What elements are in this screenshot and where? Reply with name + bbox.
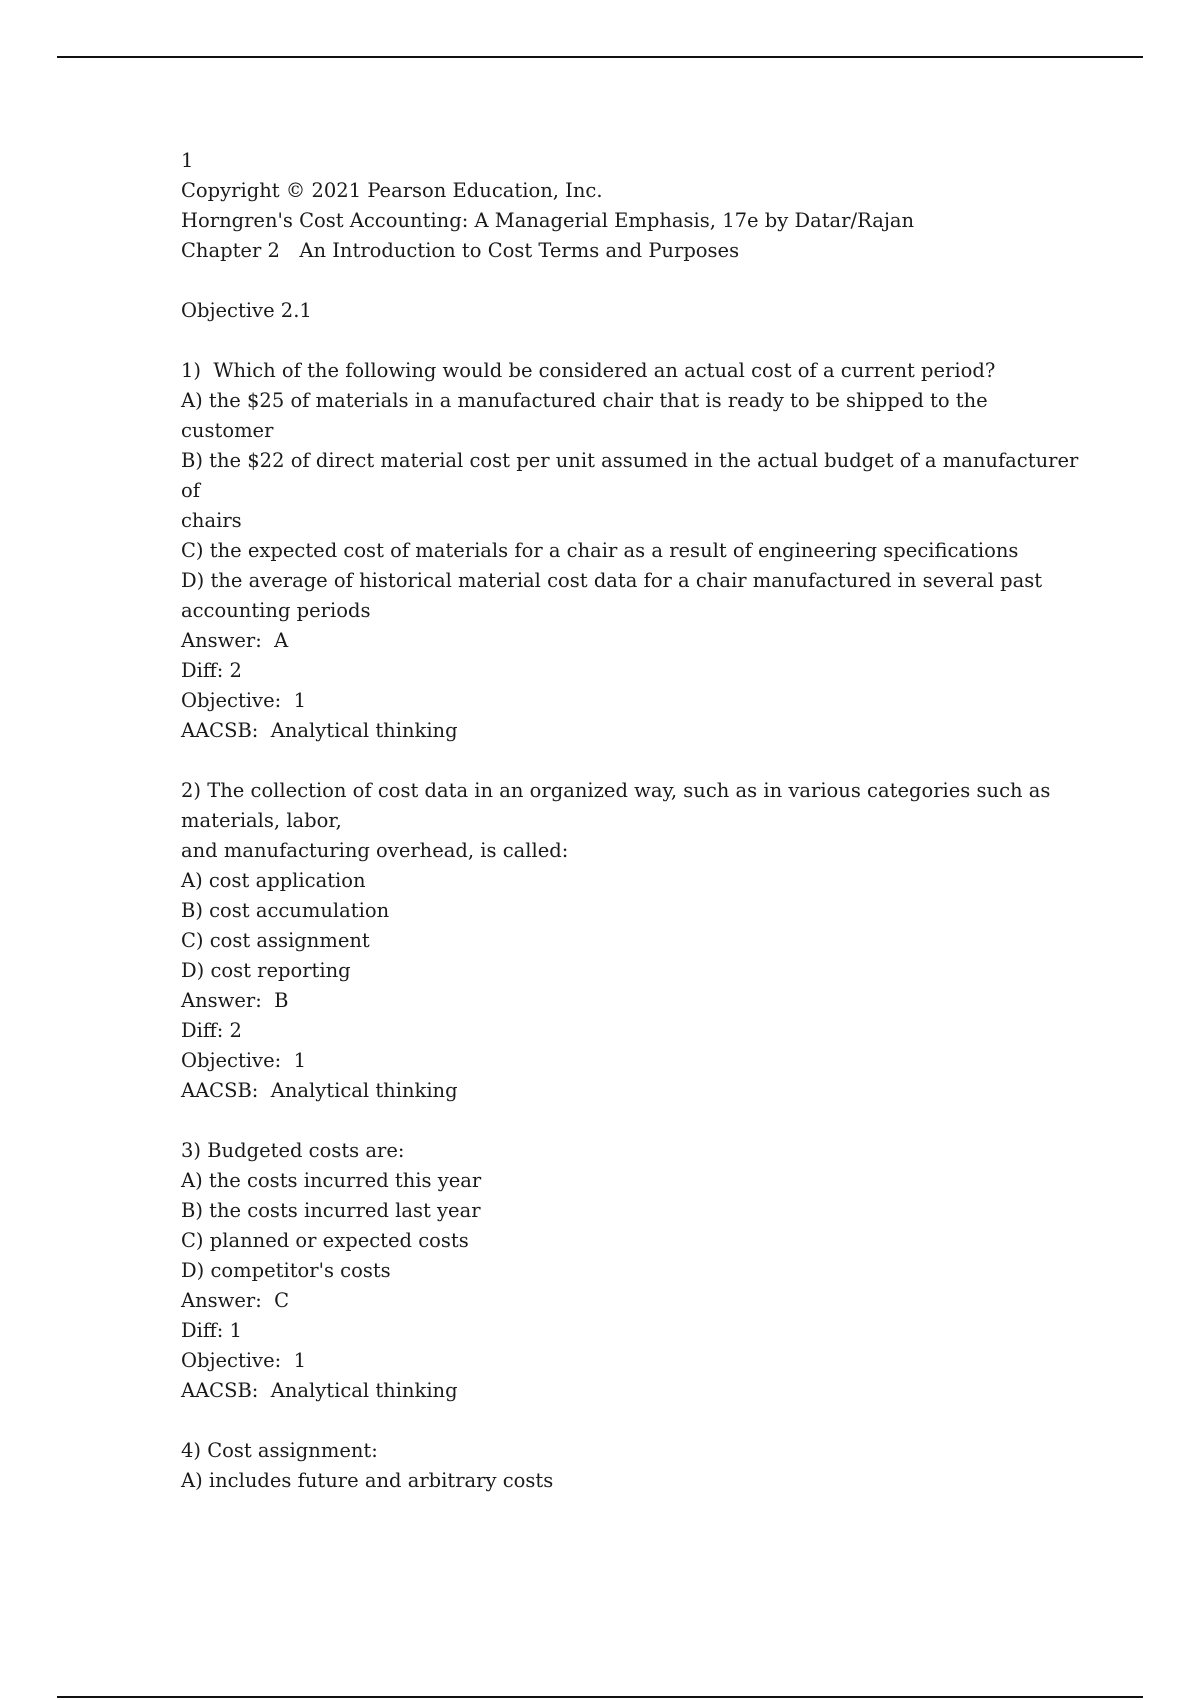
question-stem: 2) The collection of cost data in an organized way, such as in various categories such as [181, 779, 1051, 802]
aacsb-line: AACSB: Analytical thinking [181, 1379, 458, 1402]
objective-heading: Objective 2.1 [181, 299, 312, 322]
option-b: B) the $22 of direct material cost per unit assumed in the actual budget of a manufacturer of [181, 449, 1085, 502]
question-2 [181, 776, 1081, 1106]
answer-line: Answer: C [181, 1289, 290, 1312]
option-a: A) cost application [181, 869, 366, 892]
option-b: B) the costs incurred last year [181, 1199, 481, 1222]
top-rule [57, 56, 1143, 58]
question-stem-continued: and manufacturing overhead, is called: [181, 839, 569, 862]
bottom-rule [57, 1696, 1143, 1698]
option-d-continued: accounting periods [181, 599, 371, 622]
answer-line: Answer: B [181, 989, 289, 1012]
question-stem: 1) Which of the following would be considered an actual cost of a current period? [181, 359, 996, 382]
option-a: A) the costs incurred this year [181, 1169, 482, 1192]
difficulty-line: Diff: 2 [181, 1019, 242, 1042]
option-c: C) cost assignment [181, 929, 370, 952]
option-b-continued: chairs [181, 509, 242, 532]
option-a: A) the $25 of materials in a manufactured chair that is ready to be shipped to the customer [181, 389, 994, 442]
question-stem-continued: materials, labor, [181, 809, 342, 832]
option-a: A) includes future and arbitrary costs [181, 1469, 554, 1492]
answer-line: Answer: A [181, 629, 289, 652]
chapter-title: Chapter 2 An Introduction to Cost Terms and Purposes [181, 239, 740, 262]
document-body [181, 146, 1085, 1496]
option-d: D) the average of historical material cost data for a chair manufactured in several past [181, 569, 1043, 592]
objective-line: Objective: 1 [181, 689, 306, 712]
objective-line: Objective: 1 [181, 1049, 306, 1072]
question-stem: 3) Budgeted costs are: [181, 1139, 405, 1162]
option-c: C) the expected cost of materials for a chair as a result of engineering specifications [181, 539, 1019, 562]
option-d: D) cost reporting [181, 959, 351, 982]
copyright-line: Copyright © 2021 Pearson Education, Inc. [181, 179, 603, 202]
question-1 [181, 356, 1085, 746]
question-3 [181, 1136, 1081, 1406]
aacsb-line: AACSB: Analytical thinking [181, 719, 458, 742]
option-b: B) cost accumulation [181, 899, 390, 922]
book-title: Horngren's Cost Accounting: A Managerial Emphasis, 17e by Datar/Rajan [181, 209, 915, 232]
option-c: C) planned or expected costs [181, 1229, 469, 1252]
objective-line: Objective: 1 [181, 1349, 306, 1372]
aacsb-line: AACSB: Analytical thinking [181, 1079, 458, 1102]
difficulty-line: Diff: 2 [181, 659, 242, 682]
option-d: D) competitor's costs [181, 1259, 391, 1282]
difficulty-line: Diff: 1 [181, 1319, 242, 1342]
question-stem: 4) Cost assignment: [181, 1439, 378, 1462]
page-number: 1 [181, 149, 194, 172]
question-4 [181, 1436, 1081, 1496]
